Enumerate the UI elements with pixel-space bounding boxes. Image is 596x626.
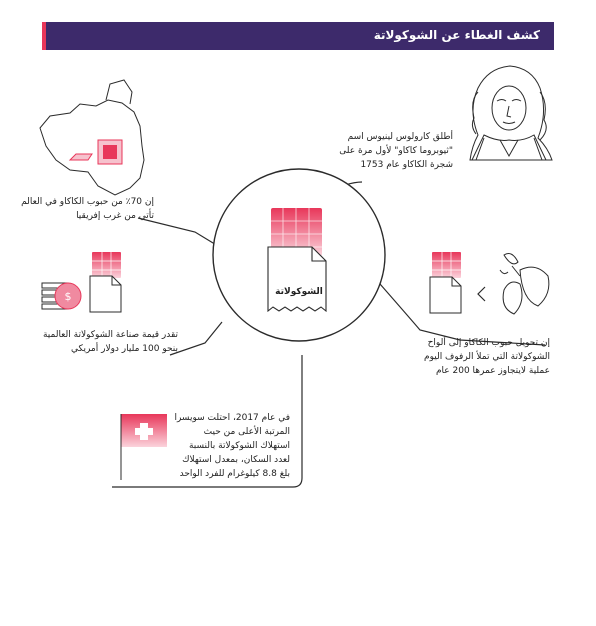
fact-line: لعدد السكان، بمعدل استهلاك xyxy=(182,455,290,465)
fact-line: "ثيوبروما كاكاو" لأول مرة على xyxy=(339,146,453,156)
cacao-pod-icon xyxy=(500,254,549,314)
fact-line: المرتبة الأعلى من حيث xyxy=(203,427,290,437)
fact-industry xyxy=(43,328,178,356)
fact-line: إن تحويل حبوب الكاكاو إلى ألواح xyxy=(427,338,550,348)
coin-stack-icon xyxy=(42,283,81,309)
fact-line: بلغ 8.8 كيلوغرام للفرد الواحد xyxy=(179,469,290,479)
small-chocolate-bar-right xyxy=(430,252,461,313)
swiss-flag-icon xyxy=(121,414,167,480)
fact-line: أطلق كارولوس لينيوس اسم xyxy=(347,132,453,142)
linnaeus-portrait-icon xyxy=(470,66,552,160)
fact-line: استهلاك الشوكولاتة بالنسبة xyxy=(188,441,290,451)
page-title: كشف الغطاء عن الشوكولاتة xyxy=(373,28,540,42)
fact-conversion xyxy=(424,336,550,378)
fact-africa xyxy=(21,195,154,223)
center-label: الشوكولاتة xyxy=(275,287,323,297)
fact-line: تأتي من غرب إفريقيا xyxy=(76,211,154,221)
fact-line: عملية لايتجاوز عمرها 200 عام xyxy=(435,366,550,376)
fact-line: شجرة الكاكاو عام 1753 xyxy=(360,160,453,170)
fact-linnaeus xyxy=(339,130,453,172)
arrow-left-icon xyxy=(478,287,485,301)
fact-line: إن 70٪ من حبوب الكاكاو في العالم xyxy=(21,197,154,207)
small-chocolate-bar-left xyxy=(90,252,121,312)
fact-line: تقدر قيمة صناعة الشوكولاتة العالمية xyxy=(42,330,178,340)
fact-switzerland xyxy=(174,411,290,481)
svg-text:$: $ xyxy=(64,290,72,303)
west-africa-map-icon xyxy=(40,80,144,195)
fact-line: بنحو 100 مليار دولار أمريكي xyxy=(70,344,178,354)
fact-line: في عام 2017، احتلت سويسرا xyxy=(174,413,290,423)
fact-line: الشوكولاتة التي تملأ الرفوف اليوم xyxy=(424,352,550,362)
